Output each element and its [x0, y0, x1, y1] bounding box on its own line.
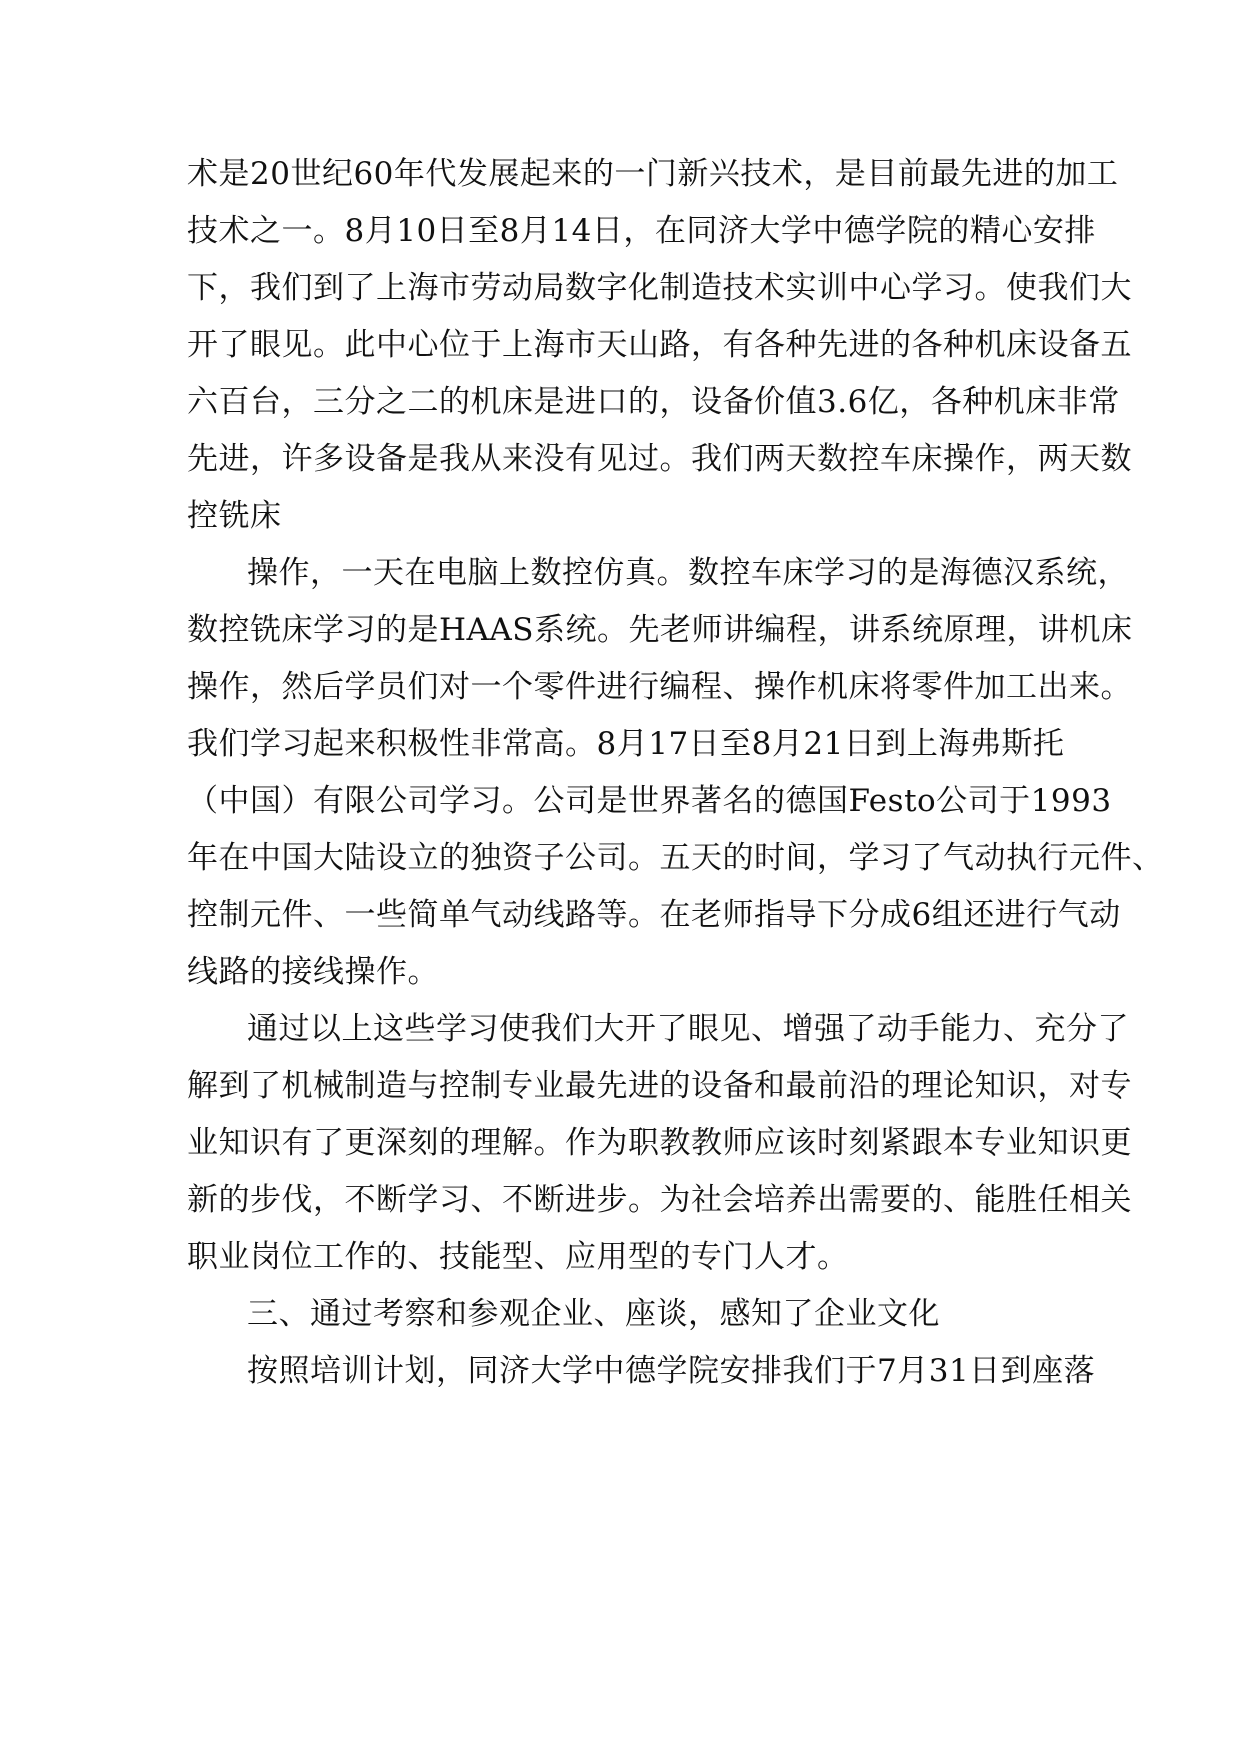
section-heading-3: 三、通过考察和参观企业、座谈，感知了企业文化 [247, 1296, 940, 1332]
text-line-7: 控铣床 [187, 498, 282, 534]
text-line-18: 业知识有了更深刻的理解。作为职教教师应该时刻紧跟本专业知识更 [187, 1125, 1132, 1161]
text-line-17: 解到了机械制造与控制专业最先进的设备和最前沿的理论知识，对专 [187, 1068, 1132, 1104]
text-line-2: 技术之一。8月10日至8月14日，在同济大学中德学院的精心安排 [187, 213, 1096, 249]
text-line-12: （中国）有限公司学习。公司是世界著名的德国Festo公司于1993 [187, 783, 1112, 819]
text-line-3: 下，我们到了上海市劳动局数字化制造技术实训中心学习。使我们大 [187, 270, 1132, 306]
text-line-1: 术是20世纪60年代发展起来的一门新兴技术，是目前最先进的加工 [187, 156, 1119, 192]
text-line-4: 开了眼见。此中心位于上海市天山路，有各种先进的各种机床设备五 [187, 327, 1132, 363]
text-line-19: 新的步伐，不断学习、不断进步。为社会培养出需要的、能胜任相关 [187, 1182, 1132, 1218]
text-line-5: 六百台，三分之二的机床是进口的，设备价值3.6亿，各种机床非常 [187, 384, 1120, 420]
text-line-16: 通过以上这些学习使我们大开了眼见、增强了动手能力、充分了 [247, 1011, 1129, 1047]
text-line-15: 线路的接线操作。 [187, 954, 439, 990]
text-line-11: 我们学习起来积极性非常高。8月17日至8月21日到上海弗斯托 [187, 726, 1065, 762]
text-line-20: 职业岗位工作的、技能型、应用型的专门人才。 [187, 1239, 849, 1275]
text-line-10: 操作，然后学员们对一个零件进行编程、操作机床将零件加工出来。 [187, 669, 1132, 705]
text-line-22: 按照培训计划，同济大学中德学院安排我们于7月31日到座落 [247, 1353, 1096, 1389]
text-line-9: 数控铣床学习的是HAAS系统。先老师讲编程，讲系统原理，讲机床 [187, 612, 1133, 648]
text-line-14: 控制元件、一些简单气动线路等。在老师指导下分成6组还进行气动 [187, 897, 1121, 933]
text-line-8: 操作，一天在电脑上数控仿真。数控车床学习的是海德汉系统， [247, 555, 1129, 591]
text-line-13: 年在中国大陆设立的独资子公司。五天的时间，学习了气动执行元件、 [187, 840, 1164, 876]
text-line-6: 先进，许多设备是我从来没有见过。我们两天数控车床操作，两天数 [187, 441, 1132, 477]
